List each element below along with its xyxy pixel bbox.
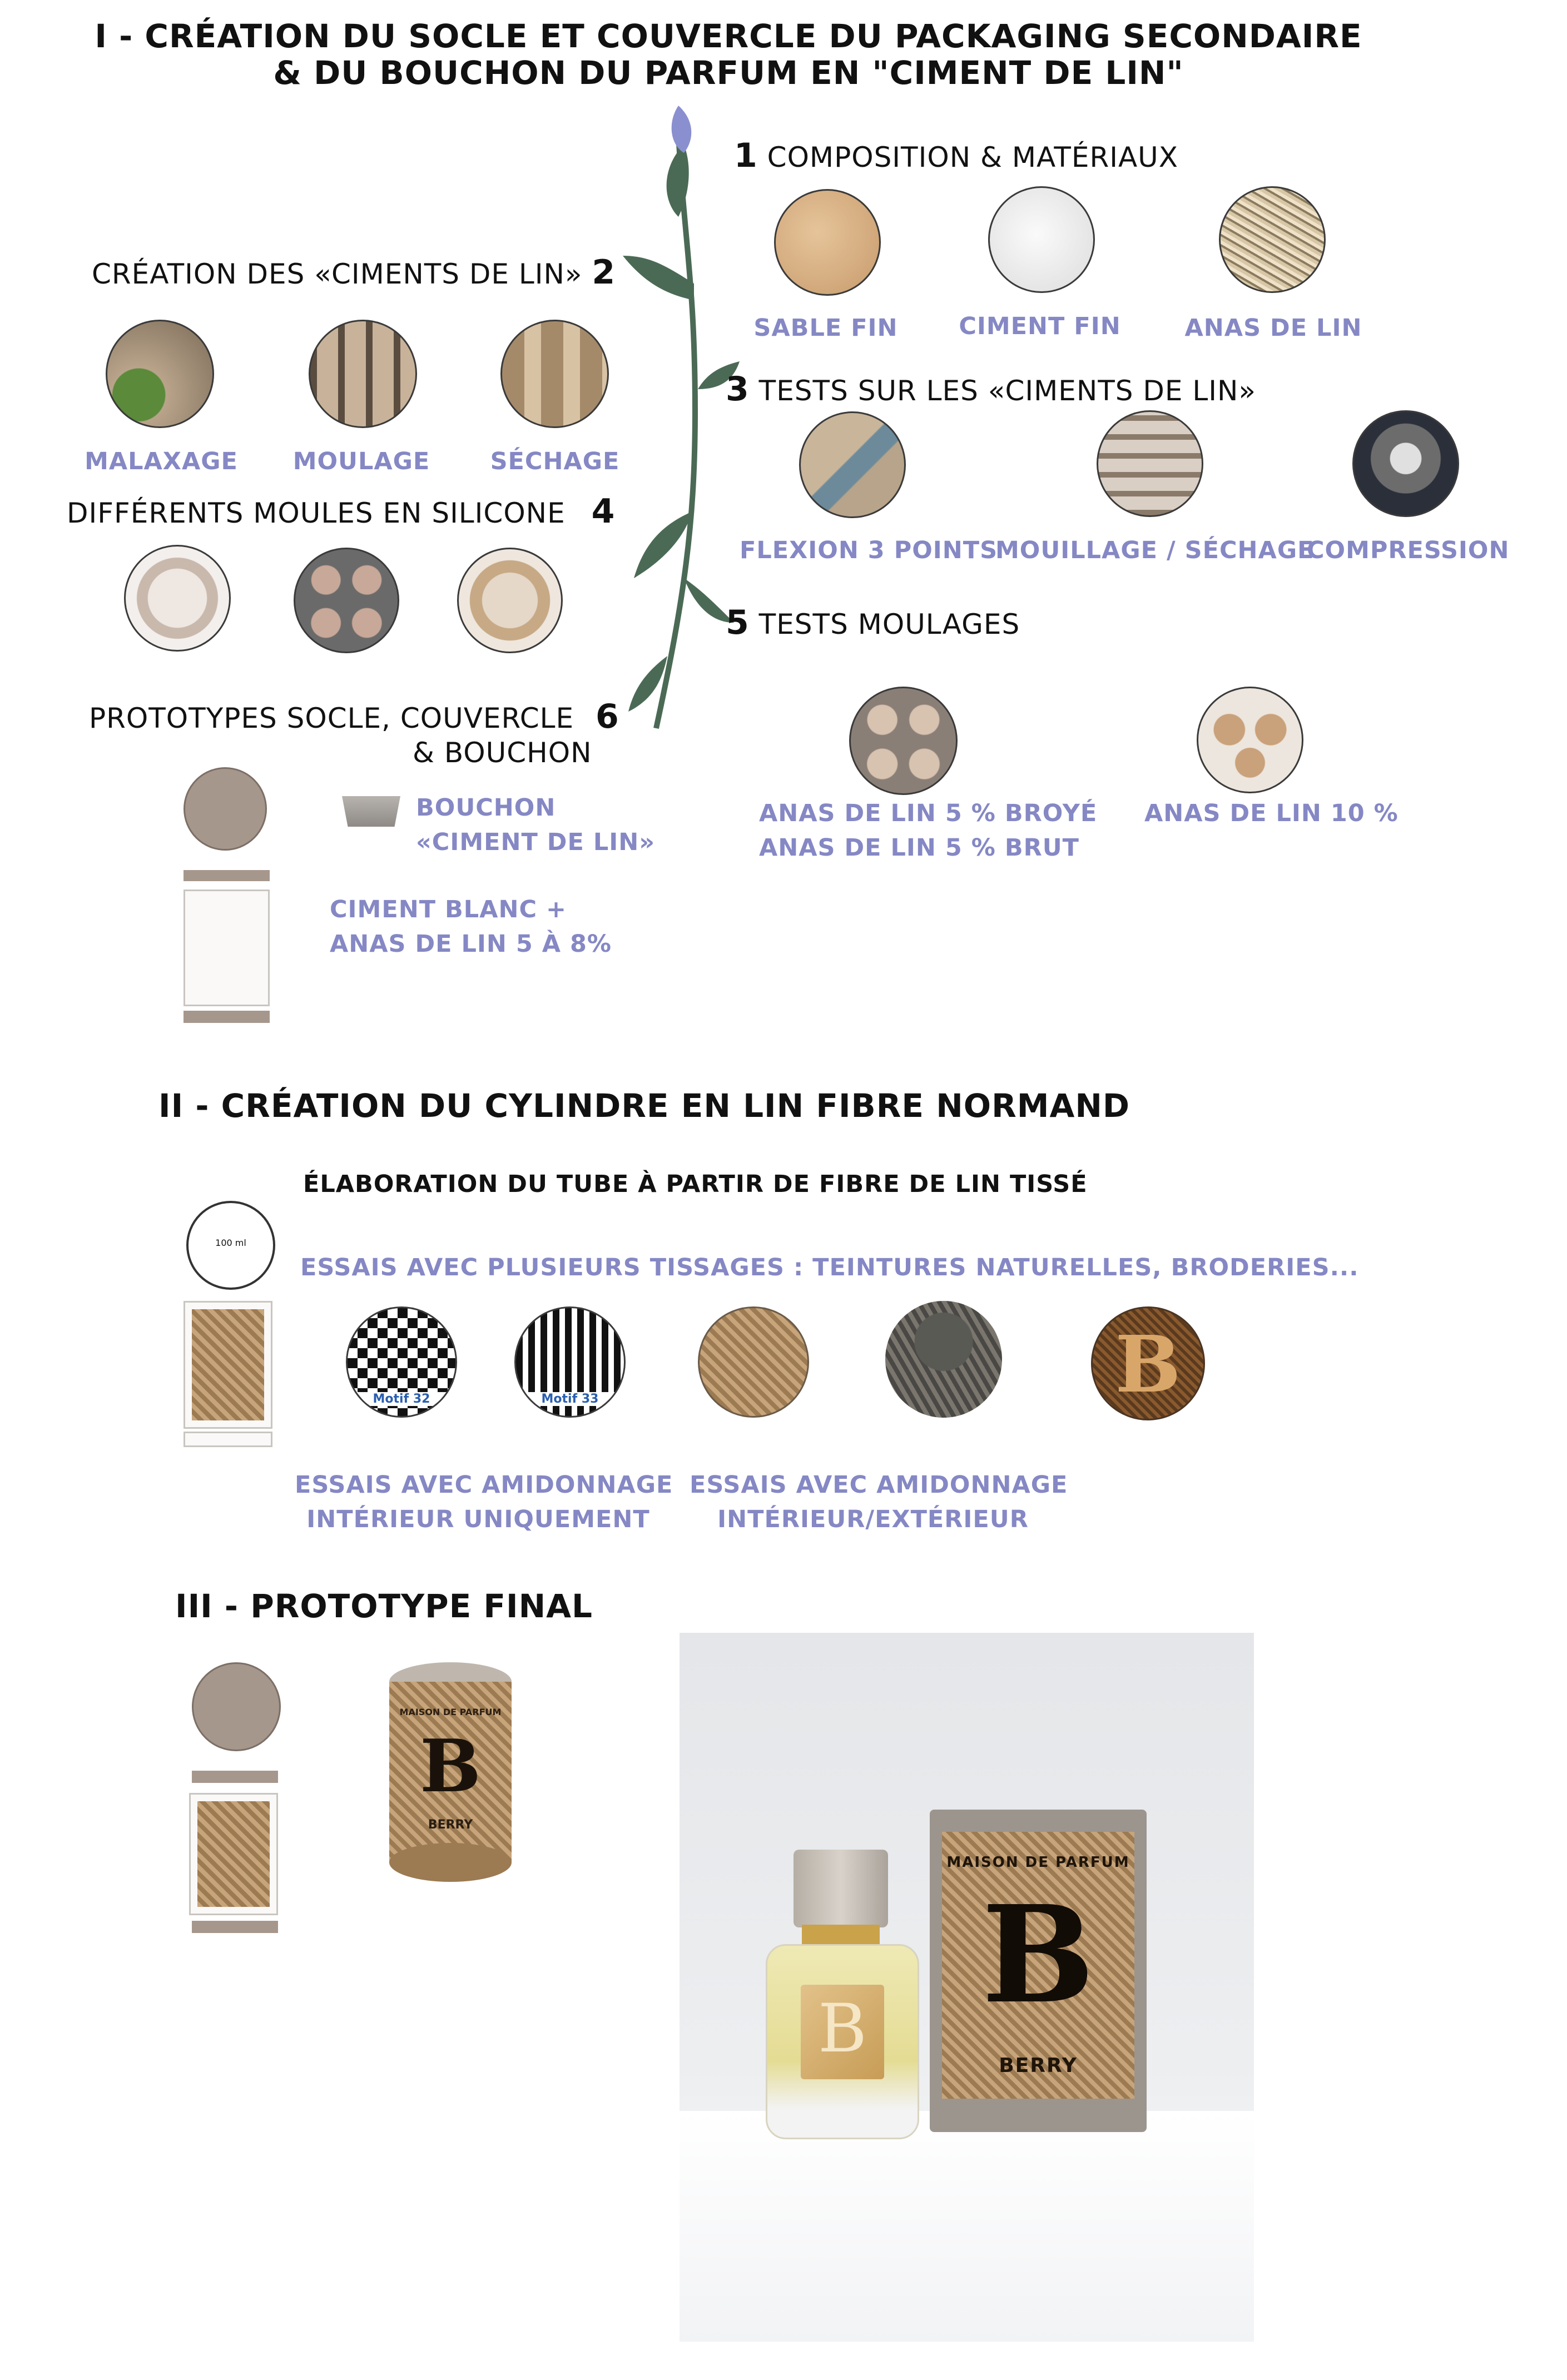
final-tube-texture — [197, 1801, 270, 1907]
molding-photo — [309, 320, 417, 428]
cement-mix-caption — [330, 892, 612, 961]
starch-inside-caption — [295, 1468, 673, 1537]
render-brand-bottom: BERRY — [428, 1818, 473, 1832]
photo-box-letter: B — [981, 1876, 1095, 2033]
weaving-trials-caption: ESSAIS AVEC PLUSIEURS TISSAGES : TEINTURES NATURELLES, BRODERIES... — [300, 1254, 1359, 1281]
tube-top-drawing — [184, 1179, 278, 1290]
photo-bottle-cap — [794, 1850, 888, 1927]
wet-dry-test-photo — [1097, 410, 1203, 517]
starch-inside-line2: INTÉRIEUR UNIQUEMENT — [306, 1505, 650, 1533]
tube-side-drawing — [184, 1301, 272, 1429]
stem — [656, 133, 695, 728]
section2-title: II - CRÉATION DU CYLINDRE EN LIN FIBRE NORMAND — [158, 1087, 1130, 1125]
silicone-mold-photo-1 — [124, 545, 231, 652]
step6-label-line1: PROTOTYPES SOCLE, COUVERCLE — [89, 702, 574, 734]
base-side-bar — [184, 1011, 270, 1023]
photo-bottle-label — [801, 1985, 884, 2079]
photo-bottle-letter: B — [817, 1990, 867, 2068]
starch-inside-line1: ESSAIS AVEC AMIDONNAGE — [295, 1471, 673, 1499]
molding-test-photo-2 — [1197, 687, 1303, 793]
step1-label: COMPOSITION & MATÉRIAUX — [767, 141, 1179, 173]
final-lid-circle — [192, 1662, 281, 1751]
weave-pattern-motif-33 — [514, 1306, 626, 1418]
cement-photo — [988, 186, 1095, 293]
tube-linen-texture — [192, 1309, 264, 1420]
step6-label-line2: & BOUCHON — [413, 737, 592, 769]
stopper-caption-line1: BOUCHON — [416, 794, 556, 822]
step5-item-1 — [759, 796, 1097, 865]
flax-shives-photo — [1219, 186, 1326, 293]
stopper-caption — [416, 791, 655, 859]
embroidered-b-letter: B — [1115, 1319, 1181, 1410]
motif-32-label: Motif 32 — [348, 1392, 455, 1406]
step1-item-3: ANAS DE LIN — [1184, 314, 1362, 342]
step2-label: CRÉATION DES «CIMENTS DE LIN» — [92, 258, 583, 290]
photo-shelf — [680, 2111, 1254, 2342]
render-brand-top: MAISON DE PARFUM — [399, 1707, 502, 1717]
starch-in-out-line2: INTÉRIEUR/EXTÉRIEUR — [717, 1505, 1029, 1533]
step5-item-1-line2: ANAS DE LIN 5 % BRUT — [759, 834, 1079, 862]
step5-item-1-line1: ANAS DE LIN 5 % BROYÉ — [759, 799, 1098, 827]
section3-title: III - PROTOTYPE FINAL — [175, 1587, 593, 1625]
section1-title-line2: & DU BOUCHON DU PARFUM EN "CIMENT DE LIN" — [273, 54, 1184, 92]
cement-mix-caption-line1: CIMENT BLANC + — [330, 896, 567, 923]
step5-item-2: ANAS DE LIN 10 % — [1144, 799, 1399, 827]
flexion-test-photo — [799, 411, 906, 518]
section1-title-line1: I - CRÉATION DU SOCLE ET COUVERCLE DU PACKAGING SECONDAIRE — [95, 17, 1362, 55]
weave-pattern-motif-32 — [346, 1306, 457, 1418]
packaging-render — [389, 1662, 512, 1885]
section1-title — [56, 18, 1401, 91]
step2-heading: CRÉATION DES «CIMENTS DE LIN» 2 — [92, 253, 616, 292]
final-base-bar — [192, 1921, 278, 1933]
starch-in-out-line1: ESSAIS AVEC AMIDONNAGE — [690, 1471, 1068, 1499]
step1-item-1: SABLE FIN — [753, 314, 898, 342]
flower-bud — [672, 106, 692, 153]
woven-basket-sample — [885, 1301, 1002, 1418]
final-product-photo — [680, 1633, 1254, 2342]
step3-item-3: COMPRESSION — [1307, 536, 1510, 564]
step2-item-2: MOULAGE — [292, 448, 430, 475]
step2-item-1: MALAXAGE — [85, 448, 238, 475]
final-tube-drawing — [189, 1793, 278, 1915]
cement-mix-caption-line2: ANAS DE LIN 5 À 8% — [330, 930, 612, 958]
tube-top-circle — [186, 1201, 275, 1290]
leaf-2 — [623, 256, 694, 300]
lid-side-bar — [184, 870, 270, 881]
photo-bottle-glass — [766, 1944, 919, 2139]
silicone-mold-photo-3 — [457, 548, 563, 653]
lid-top-drawing — [178, 756, 272, 862]
step2-item-3: SÉCHAGE — [490, 448, 620, 475]
tube-volume-label: 100 ml — [215, 1238, 246, 1248]
step5-label: TESTS MOULAGES — [758, 608, 1020, 640]
step3-item-1: FLEXION 3 POINTS — [740, 536, 998, 564]
stopper-shape — [342, 796, 400, 827]
final-lid-drawing — [189, 1646, 284, 1757]
molding-test-photo-1 — [849, 687, 958, 795]
drying-photo — [500, 320, 609, 428]
step5-heading: 5 TESTS MOULAGES — [726, 603, 1020, 642]
embroidered-b-sample — [1091, 1306, 1205, 1420]
step3-label: TESTS SUR LES «CIMENTS DE LIN» — [758, 375, 1257, 407]
section2-subtitle: ÉLABORATION DU TUBE À PARTIR DE FIBRE DE LIN TISSÉ — [303, 1170, 1088, 1198]
stopper-caption-line2: «CIMENT DE LIN» — [416, 828, 655, 856]
container-drawing — [184, 890, 270, 1006]
final-lid-bar — [192, 1771, 278, 1783]
photo-box — [930, 1810, 1147, 2132]
render-bottom — [389, 1843, 512, 1882]
photo-bottle-neck — [802, 1925, 880, 1947]
step1-heading: 1 COMPOSITION & MATÉRIAUX — [734, 136, 1179, 175]
lid-circle — [184, 767, 267, 851]
motif-33-label: Motif 33 — [516, 1392, 624, 1406]
linen-weave-sample — [698, 1306, 809, 1418]
step3-item-2: MOUILLAGE / SÉCHAGE — [995, 536, 1315, 564]
compression-test-photo — [1352, 410, 1459, 517]
sand-photo — [774, 189, 881, 296]
flax-stem-illustration — [601, 100, 745, 756]
step4-label: DIFFÉRENTS MOULES EN SILICONE — [67, 497, 566, 529]
mixing-photo — [106, 320, 214, 428]
photo-box-brand-bottom: BERRY — [999, 2054, 1078, 2077]
step1-item-2: CIMENT FIN — [959, 312, 1121, 340]
render-brand-letter: B — [420, 1723, 481, 1808]
step6-heading: PROTOTYPES SOCLE, COUVERCLE 6 & BOUCHON — [89, 697, 619, 769]
step3-heading: 3 TESTS SUR LES «CIMENTS DE LIN» — [726, 370, 1257, 409]
photo-box-brand-top: MAISON DE PARFUM — [946, 1854, 1130, 1871]
starch-inside-outside-caption — [690, 1468, 1068, 1537]
silicone-mold-photo-2 — [294, 548, 399, 653]
step4-heading: DIFFÉRENTS MOULES EN SILICONE 4 — [67, 492, 616, 531]
tube-base-drawing — [184, 1432, 272, 1447]
